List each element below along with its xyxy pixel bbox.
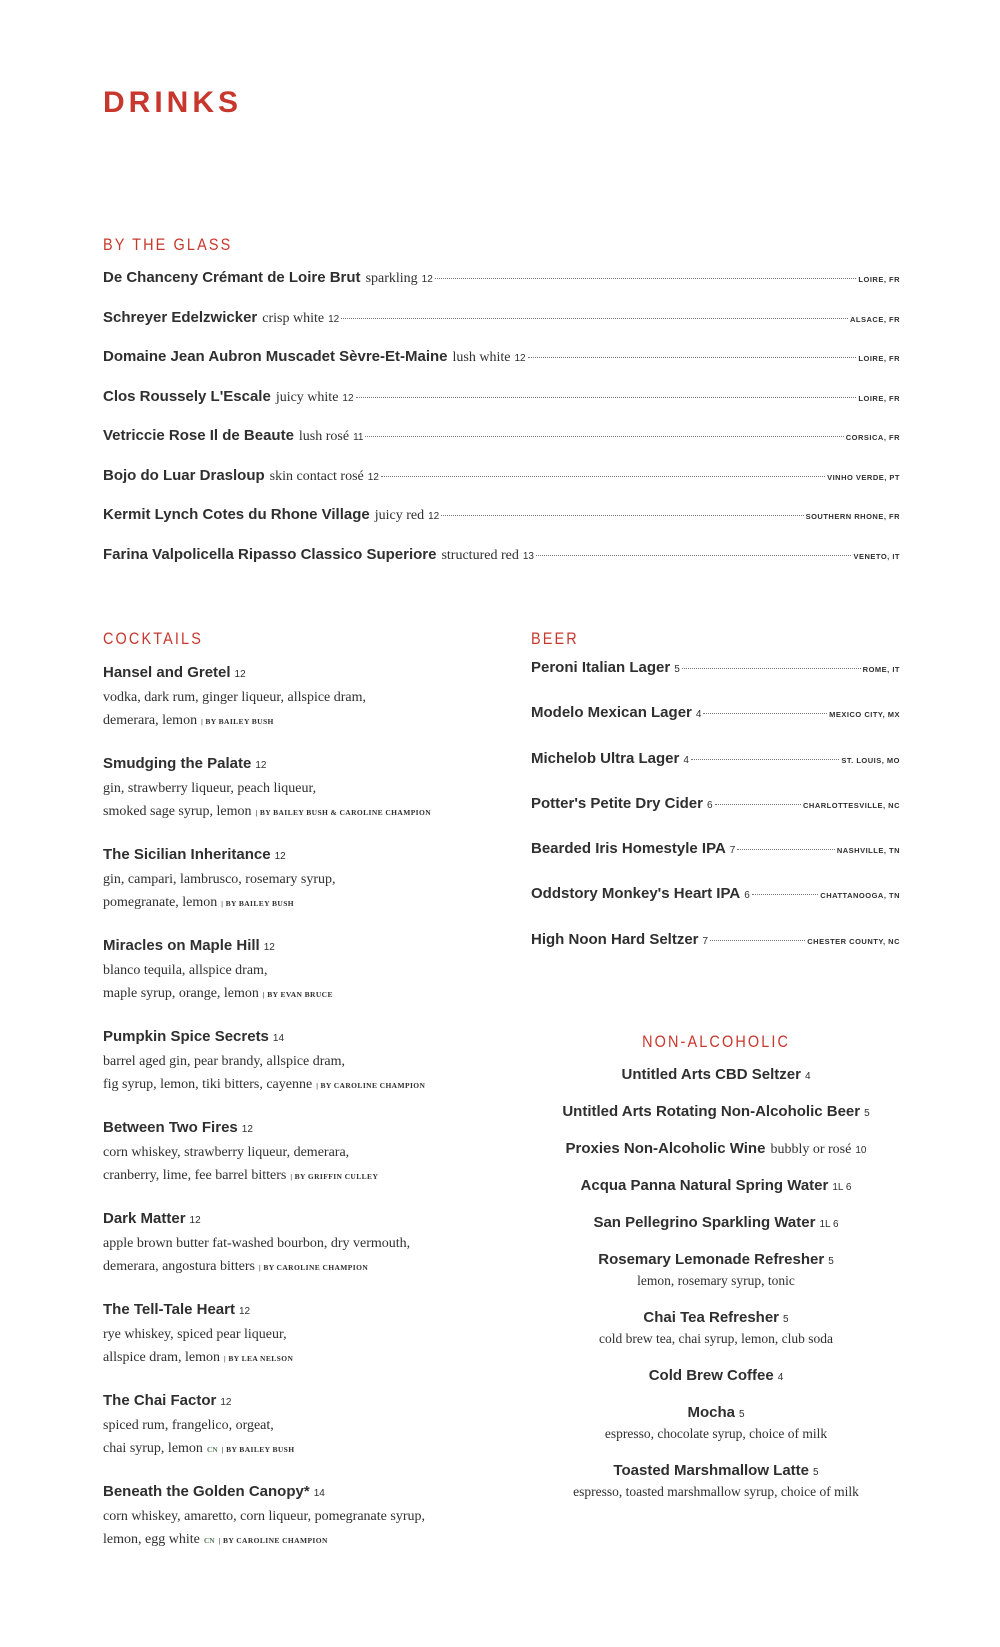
wine-name: Vetriccie Rose Il de Beaute [103, 427, 294, 444]
beer-section [531, 629, 900, 976]
wine-origin: VINHO VERDE, PT [827, 472, 900, 482]
drink-name: San Pellegrino Sparkling Water [593, 1214, 816, 1231]
cocktail-name: Hansel and Gretel [103, 664, 231, 681]
beer-price: 4 [683, 754, 689, 766]
cocktail-ingredients: demerara, angostura bitters [103, 1259, 255, 1274]
drink-price: 5 [783, 1314, 789, 1325]
dot-leader [365, 436, 843, 437]
wine-style: sparkling [365, 271, 418, 286]
dot-leader [441, 515, 803, 516]
cocktail-ingredients: demerara, lemon [103, 713, 198, 728]
wine-name: Clos Roussely L'Escale [103, 387, 271, 405]
cocktail-ingredients: chai syrup, lemon [103, 1441, 203, 1456]
non-alcoholic-item [531, 1365, 901, 1387]
cocktail-ingredients: rye whiskey, spiced pear liqueur, [103, 1327, 287, 1342]
wine-price: 13 [522, 550, 534, 562]
cocktail-creator: | BY BAILEY BUSH [221, 899, 295, 908]
cocktail-item [103, 1481, 503, 1572]
dot-leader [703, 713, 827, 714]
beer-price: 5 [674, 664, 680, 675]
cocktail-creator: | BY LEA NELSON [224, 1354, 294, 1363]
cocktail-item [103, 1026, 503, 1117]
section-heading: NON-ALCOHOLIC [641, 1032, 791, 1051]
cocktail-name: Miracles on Maple Hill [103, 937, 260, 954]
cocktail-creator: | BY CAROLINE CHAMPION [316, 1081, 426, 1090]
dot-leader [435, 278, 857, 279]
wine-price: 12 [328, 313, 340, 325]
cocktail-price: 12 [189, 1215, 201, 1226]
non-alcoholic-item [531, 1212, 901, 1234]
cocktail-ingredients: gin, strawberry liqueur, peach liqueur, [103, 781, 317, 796]
cocktail-ingredients: fig syrup, lemon, tiki bitters, cayenne [103, 1077, 313, 1092]
non-alcoholic-item [531, 1101, 901, 1123]
non-alcoholic-item [531, 1307, 901, 1349]
cocktail-ingredients: maple syrup, orange, lemon [103, 986, 259, 1001]
drink-price: 5 [828, 1256, 834, 1267]
drink-name: Proxies Non-Alcoholic Wine [565, 1140, 766, 1157]
cocktail-price: 14 [313, 1488, 325, 1499]
cocktail-ingredients: cranberry, lime, fee barrel bitters [103, 1168, 287, 1183]
wine-name: Domaine Jean Aubron Muscadet Sèvre-Et-Maine [103, 348, 448, 365]
beer-origin: NASHVILLE, TN [836, 846, 900, 856]
cocktail-name: The Chai Factor [103, 1392, 217, 1409]
beer-price: 6 [744, 890, 750, 902]
wine-name: Schreyer Edelzwicker [103, 308, 258, 326]
beer-name: Bearded Iris Homestyle IPA [531, 840, 726, 858]
beer-price: 7 [702, 935, 709, 947]
drink-price: 5 [864, 1108, 870, 1119]
wine-style: juicy white [275, 389, 339, 405]
beer-origin: ROME, IT [862, 665, 900, 674]
drink-name: Untitled Arts Rotating Non-Alcoholic Beer [562, 1103, 861, 1120]
dot-leader [752, 894, 819, 895]
cocktail-ingredients: corn whiskey, strawberry liqueur, demerara, [103, 1145, 350, 1160]
non-alcoholic-item [531, 1249, 901, 1291]
cocktail-ingredients: pomegranate, lemon [103, 895, 218, 910]
cocktail-price: 12 [274, 851, 286, 862]
drink-description: espresso, toasted marshmallow syrup, choice of milk [573, 1484, 859, 1499]
cocktail-item [103, 753, 503, 844]
wine-name: Bojo do Luar Drasloup [103, 466, 265, 484]
cocktail-name: Smudging the Palate [103, 755, 252, 772]
wine-price: 12 [514, 353, 526, 364]
dot-leader [715, 804, 801, 805]
dot-leader [356, 397, 857, 398]
cocktail-creator: | BY GRIFFIN CULLEY [290, 1172, 379, 1181]
dot-leader [737, 849, 834, 850]
cocktail-price: 12 [241, 1124, 253, 1135]
drink-price: 1L 6 [819, 1219, 839, 1230]
dot-leader [536, 555, 852, 556]
beer-item [531, 885, 900, 930]
beer-origin: CHESTER COUNTY, NC [807, 936, 900, 946]
dot-leader [381, 476, 825, 477]
cocktail-name: Pumpkin Spice Secrets [103, 1028, 269, 1045]
drink-note: bubbly or rosé [770, 1142, 852, 1157]
non-alcoholic-item [531, 1402, 901, 1444]
cocktail-item [103, 1299, 503, 1390]
cocktail-ingredients: apple brown butter fat-washed bourbon, dry vermouth, [103, 1236, 411, 1251]
cocktail-item [103, 662, 503, 753]
wine-item [103, 309, 900, 349]
beer-item [531, 659, 900, 704]
cocktail-price: 12 [220, 1397, 232, 1408]
cocktail-name: Beneath the Golden Canopy* [103, 1483, 310, 1500]
drink-price: 4 [777, 1372, 784, 1383]
wine-origin: SOUTHERN RHONE, FR [805, 512, 900, 521]
cocktail-creator: | BY BAILEY BUSH [221, 1445, 295, 1454]
cocktail-price: 14 [272, 1033, 285, 1044]
cocktail-ingredients: barrel aged gin, pear brandy, allspice dram, [103, 1054, 346, 1069]
by-the-glass-section [103, 235, 900, 585]
cocktail-name: Dark Matter [103, 1210, 186, 1227]
wine-style: skin contact rosé [269, 468, 364, 484]
wine-item [103, 467, 900, 507]
non-alcoholic-item [531, 1138, 901, 1160]
beer-item [531, 750, 900, 795]
wine-style: structured red [441, 547, 519, 563]
cocktail-ingredients: allspice dram, lemon [103, 1350, 221, 1365]
wine-item [103, 348, 900, 388]
drink-price: 4 [804, 1071, 811, 1082]
wine-price: 12 [428, 511, 440, 522]
wine-item [103, 546, 900, 586]
drink-name: Toasted Marshmallow Latte [613, 1462, 810, 1479]
wine-style: juicy red [374, 508, 425, 523]
drink-name: Acqua Panna Natural Spring Water [580, 1177, 829, 1194]
wine-price: 12 [367, 471, 379, 483]
non-alcoholic-item [531, 1064, 901, 1086]
cocktail-ingredients: smoked sage syrup, lemon [103, 804, 252, 819]
cocktail-name: Between Two Fires [103, 1119, 238, 1136]
wine-price: 11 [353, 432, 364, 443]
cocktail-item [103, 844, 503, 935]
beer-origin: CHATTANOOGA, TN [820, 891, 900, 901]
drink-description: espresso, chocolate syrup, choice of milk [604, 1426, 828, 1441]
dot-leader [528, 357, 857, 358]
beer-name: Modelo Mexican Lager [531, 704, 692, 722]
wine-name: Kermit Lynch Cotes du Rhone Village [103, 506, 370, 523]
cocktail-ingredients: gin, campari, lambrusco, rosemary syrup, [103, 872, 336, 887]
cocktail-ingredients: spiced rum, frangelico, orgeat, [103, 1418, 274, 1433]
beer-name: Potter's Petite Dry Cider [531, 794, 703, 812]
non-alcoholic-item [531, 1175, 901, 1197]
beer-name: High Noon Hard Seltzer [531, 930, 699, 948]
cocktail-item [103, 935, 503, 1026]
wine-origin: CORSICA, FR [845, 433, 900, 442]
cocktail-creator: | BY EVAN BRUCE [262, 990, 333, 999]
drink-name: Untitled Arts CBD Seltzer [621, 1066, 801, 1083]
cocktail-creator: | BY CAROLINE CHAMPION [218, 1536, 328, 1545]
wine-name: Farina Valpolicella Ripasso Classico Superiore [103, 545, 437, 563]
page-title: DRINKS [103, 86, 243, 119]
wine-item [103, 506, 900, 546]
cocktail-price: 12 [255, 760, 267, 771]
wine-style: lush white [452, 350, 511, 365]
beer-origin: MEXICO CITY, MX [829, 710, 900, 720]
cocktail-name: The Tell-Tale Heart [103, 1301, 235, 1318]
cocktail-ingredients: lemon, egg white [103, 1532, 200, 1547]
cocktail-price: 12 [234, 669, 246, 680]
beer-name: Peroni Italian Lager [531, 659, 671, 676]
dot-leader [682, 668, 861, 669]
wine-price: 12 [421, 274, 433, 285]
cocktail-creator: | BY BAILEY BUSH [201, 717, 274, 726]
beer-item [531, 795, 900, 840]
contains-nuts-tag: CN [203, 1536, 215, 1545]
wine-style: crisp white [262, 310, 325, 326]
wine-origin: VENETO, IT [853, 551, 900, 561]
beer-item [531, 931, 900, 976]
wine-name: De Chanceny Crémant de Loire Brut [103, 269, 361, 286]
dot-leader [691, 759, 839, 760]
cocktail-item [103, 1117, 503, 1208]
section-heading: BY THE GLASS [103, 235, 233, 254]
wine-origin: LOIRE, FR [858, 275, 900, 284]
beer-price: 6 [706, 799, 713, 811]
drink-price: 1L 6 [832, 1182, 852, 1193]
non-alcoholic-section [531, 1032, 901, 1502]
wine-origin: ALSACE, FR [850, 314, 900, 324]
wine-item [103, 269, 900, 309]
beer-item [531, 704, 900, 749]
beer-price: 7 [729, 845, 736, 857]
cocktail-price: 12 [238, 1306, 251, 1317]
wine-item [103, 427, 900, 467]
drink-name: Mocha [687, 1404, 735, 1421]
cocktails-section [103, 629, 503, 1572]
wine-item [103, 388, 900, 428]
drink-name: Cold Brew Coffee [648, 1367, 774, 1384]
drink-price: 5 [813, 1467, 819, 1478]
cocktail-creator: | BY CAROLINE CHAMPION [259, 1263, 369, 1272]
drink-description: lemon, rosemary syrup, tonic [637, 1273, 795, 1288]
cocktail-price: 12 [263, 942, 275, 953]
beer-price: 4 [695, 709, 702, 721]
cocktail-ingredients: blanco tequila, allspice dram, [103, 963, 268, 978]
section-heading: COCKTAILS [103, 629, 203, 648]
wine-price: 12 [342, 392, 354, 404]
wine-origin: LOIRE, FR [858, 393, 900, 403]
non-alcoholic-item [531, 1460, 901, 1502]
wine-style: lush rosé [298, 429, 350, 444]
drink-price: 10 [855, 1145, 867, 1156]
beer-name: Michelob Ultra Lager [531, 749, 680, 767]
beer-origin: ST. LOUIS, MO [841, 755, 900, 765]
dot-leader [341, 318, 848, 319]
drink-name: Chai Tea Refresher [643, 1309, 780, 1326]
drink-price: 5 [738, 1409, 745, 1420]
wine-origin: LOIRE, FR [858, 354, 900, 363]
drink-description: cold brew tea, chai syrup, lemon, club soda [599, 1331, 833, 1346]
beer-name: Oddstory Monkey's Heart IPA [531, 885, 741, 903]
beer-item [531, 840, 900, 885]
cocktail-name: The Sicilian Inheritance [103, 846, 271, 863]
dot-leader [710, 940, 805, 941]
contains-nuts-tag: CN [206, 1445, 218, 1454]
beer-origin: CHARLOTTESVILLE, NC [803, 800, 900, 810]
cocktail-ingredients: corn whiskey, amaretto, corn liqueur, pomegranate syrup, [103, 1509, 425, 1524]
cocktail-item [103, 1390, 503, 1481]
cocktail-ingredients: vodka, dark rum, ginger liqueur, allspice dram, [103, 690, 367, 705]
section-heading: BEER [531, 629, 579, 648]
cocktail-item [103, 1208, 503, 1299]
cocktail-creator: | BY BAILEY BUSH & CAROLINE CHAMPION [255, 808, 432, 817]
drink-name: Rosemary Lemonade Refresher [598, 1251, 825, 1268]
